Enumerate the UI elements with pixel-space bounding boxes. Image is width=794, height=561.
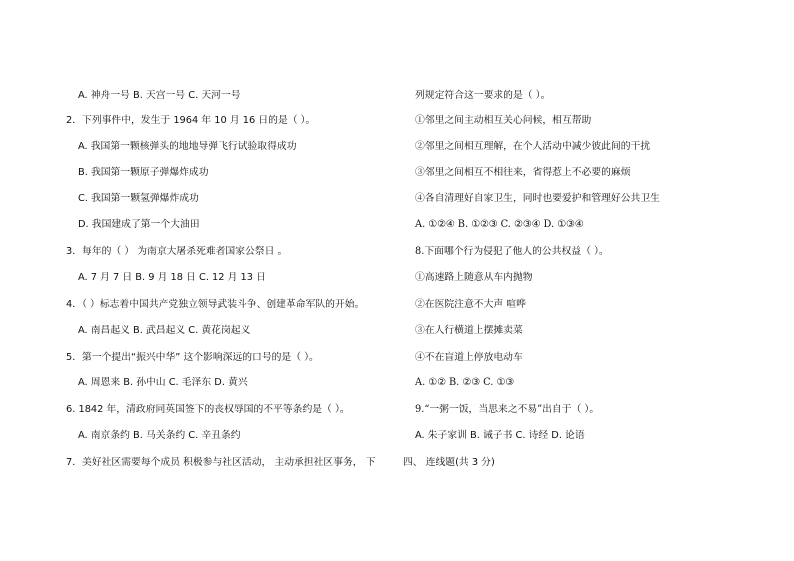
q7-statement-2: ②邻里之间相互理解，在个人活动中减少彼此间的干扰 xyxy=(415,141,651,152)
q2-option-c: C. 我国第一颗氢弹爆炸成功 xyxy=(78,193,199,204)
q3-stem: 3．每年的（ ） 为南京大屠杀死难者国家公祭日 。 xyxy=(66,246,288,257)
q7-statement-3: ③邻里之间相互不相往来，省得惹上不必要的麻烦 xyxy=(415,167,631,178)
q8-statement-2: ②在医院注意不大声 喧哗 xyxy=(415,299,526,310)
q8-statement-3: ③在人行横道上摆摊卖菜 xyxy=(415,325,523,336)
q8-statement-1: ①高速路上随意从车内抛物 xyxy=(415,272,533,283)
q4-options: A. 南昌起义 B. 武昌起义 C. 黄花岗起义 xyxy=(78,325,251,336)
q7-options: A. ①②④ B. ①②③ C. ②③④ D. ①③④ xyxy=(415,219,584,230)
q5-stem: 5．第一个提出“振兴中华” 这个影响深远的口号的是（ ）。 xyxy=(66,352,319,363)
q5-options: A. 周恩来 B. 孙中山 C. 毛泽东 D. 黄兴 xyxy=(78,377,248,388)
q7-statement-4: ④各自清理好自家卫生，同时也要爱护和管理好公共卫生 xyxy=(415,193,660,204)
q7-statement-1: ①邻里之间主动相互关心问候，相互帮助 xyxy=(415,115,592,126)
q1-options: A. 神舟一号 B. 天宫一号 C. 天河一号 xyxy=(78,90,241,101)
q7-stem-continued: 列规定符合这一要求的是（ ）。 xyxy=(415,90,551,101)
q2-option-b: B. 我国第一颗原子弹爆炸成功 xyxy=(78,167,209,178)
q2-option-a: A. 我国第一颗核弹头的地地导弹飞行试验取得成功 xyxy=(78,141,297,152)
q8-options: A. ①② B. ②③ C. ①③ xyxy=(415,377,515,388)
q6-options: A. 南京条约 B. 马关条约 C. 辛丑条约 xyxy=(78,430,241,441)
q8-statement-4: ④不在盲道上停放电动车 xyxy=(415,352,523,363)
q9-options: A. 朱子家训 B. 诫子书 C. 诗经 D. 论语 xyxy=(415,430,585,441)
q2-option-d: D. 我国建成了第一个大油田 xyxy=(78,219,200,230)
q4-stem: 4．（ ）标志着中国共产党独立领导武装斗争、创建革命军队的开始。 xyxy=(66,299,365,310)
q3-options: A. 7 月 7 日 B. 9 月 18 日 C. 12 月 13 日 xyxy=(78,272,266,283)
q8-stem: 8.下面哪个行为侵犯了他人的公共权益（ ）。 xyxy=(415,246,609,257)
q2-stem: 2．下列事件中，发生于 1964 年 10 月 16 日的是（ ）。 xyxy=(66,115,316,126)
q6-stem: 6. 1842 年，清政府同英国签下的丧权辱国的不平等条约是（ ）。 xyxy=(66,404,350,415)
q9-stem: 9.“一粥一饭，当思来之不易”出自于（ ）。 xyxy=(415,404,600,415)
section-four-heading: 四、 连线题(共 3 分) xyxy=(403,457,495,468)
q7-stem: 7．美好社区需要每个成员 积极参与社区活动， 主动承担社区事务， 下 xyxy=(66,457,376,468)
